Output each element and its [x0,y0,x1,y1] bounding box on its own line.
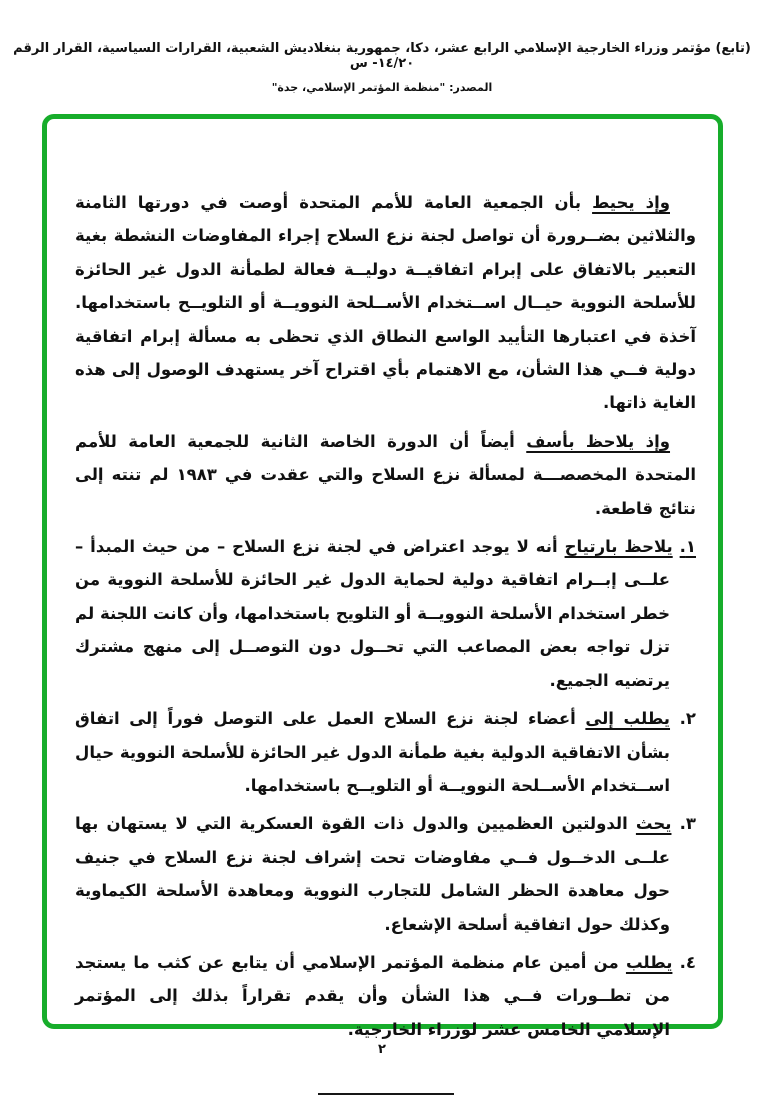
clause-text: أنه لا يوجد اعتراض في لجنة نزع السلاح – من حيث المبدأ – علــى إبــرام اتفاقية دولية لحماية الدول غير الحائزة للأسلحة النووية من خطر استخدام الأسلحة النوويــة أو التلويح باستخدامها، وأن كانت اللجنة لم تزل تواجه بعض المصاعب التي تحــول دون التوصــل إلى منهج مشترك يرتضيه الجميع. [75,537,670,690]
document-header [0,41,764,94]
operative-clause-1 [75,530,696,697]
page-number: ٢ [378,1042,386,1057]
preamble-text: بأن الجمعية العامة للأمم المتحدة أوصت في دورتها الثامنة والثلاثين بضــرورة أن تواصل لجنة نزع السلاح إجراء المفاوضات النشطة بغية التعبير بالاتفاق على إبرام اتفاقيــة دوليــة فعالة لطمأنة الدول غير الحائزة للأسلحة النووية حيــال اســتخدام الأســلحة النوويــة أو التلويــح باستخدامها. آخذة في اعتبارها التأييد الواسع النطاق الذي تحظى به مسألة إبرام اتفاقية دولية فــي هذا الشأن، مع الاهتمام بأي اقتراح آخر يستهدف الوصول إلى هذه الغاية ذاتها. [75,193,696,413]
preamble-paragraph [75,186,696,420]
clause-text: من أمين عام منظمة المؤتمر الإسلامي أن يتابع عن كثب ما يستجد من تطــورات فــي هذا الشأن وأن يقدم تقراراً بذلك إلى المؤتمر الإسلامي الخامس عشر لوزراء الخارجية. [75,952,670,1039]
clause-number: ١. [679,537,696,557]
clause-lead-underlined: يطلب [625,952,673,972]
clause-lead-underlined: يطلب إلى [585,709,671,729]
header-source-line: المصدر: "منظمة المؤتمر الإسلامي، جدة" [271,81,493,94]
clause-text: أعضاء لجنة نزع السلاح العمل على التوصل فوراً إلى اتفاق بشأن الاتفاقية الدولية بغية طمأنة الدول غير الحائزة للأسلحة النووية حيال اســتخدام الأســلحة النوويــة أو التلويــح باستخدامها. [75,709,670,795]
clause-lead-underlined: يلاحظ بارتياح [564,537,673,557]
preamble-lead-underlined: وإذ يلاحظ بأسف [526,431,671,451]
preamble-paragraph [75,425,696,525]
resolution-body [75,186,696,1095]
clause-number: ٣. [679,814,696,834]
operative-clause-2 [75,702,696,802]
header-title-line: (تابع) مؤتمر وزراء الخارجية الإسلامي الرابع عشر، دكا، جمهورية بنغلاديش الشعبية، القرارات السياسية، القرار الرقم ١٤/٢٠- س [13,41,751,71]
operative-clause-3 [75,807,696,941]
preamble-lead-underlined: وإذ يحيط [592,193,670,212]
clause-lead-underlined: يحث [635,814,672,834]
clause-text: الدولتين العظميين والدول ذات القوة العسكرية التي لا يستهان بها علــى الدخــول فــي مفاوضات تحت إشراف لجنة نزع السلاح في جنيف حول معاهدة الحظر الشامل للتجارب النووية ومعاهدة الأسلحة الكيماوية وكذلك حول اتفاقية أسلحة الإشعاع. [75,814,670,934]
preamble-text: أيضاً أن الدورة الخاصة الثانية للجمعية العامة للأمم المتحدة المخصصـــة لمسألة نزع السلاح والتي عقدت في ١٩٨٣ لم تنته إلى نتائج قاطعة. [75,431,696,518]
clause-number: ٤. [679,952,696,972]
clause-number: ٢. [679,709,696,729]
operative-clause-4 [75,946,696,1046]
